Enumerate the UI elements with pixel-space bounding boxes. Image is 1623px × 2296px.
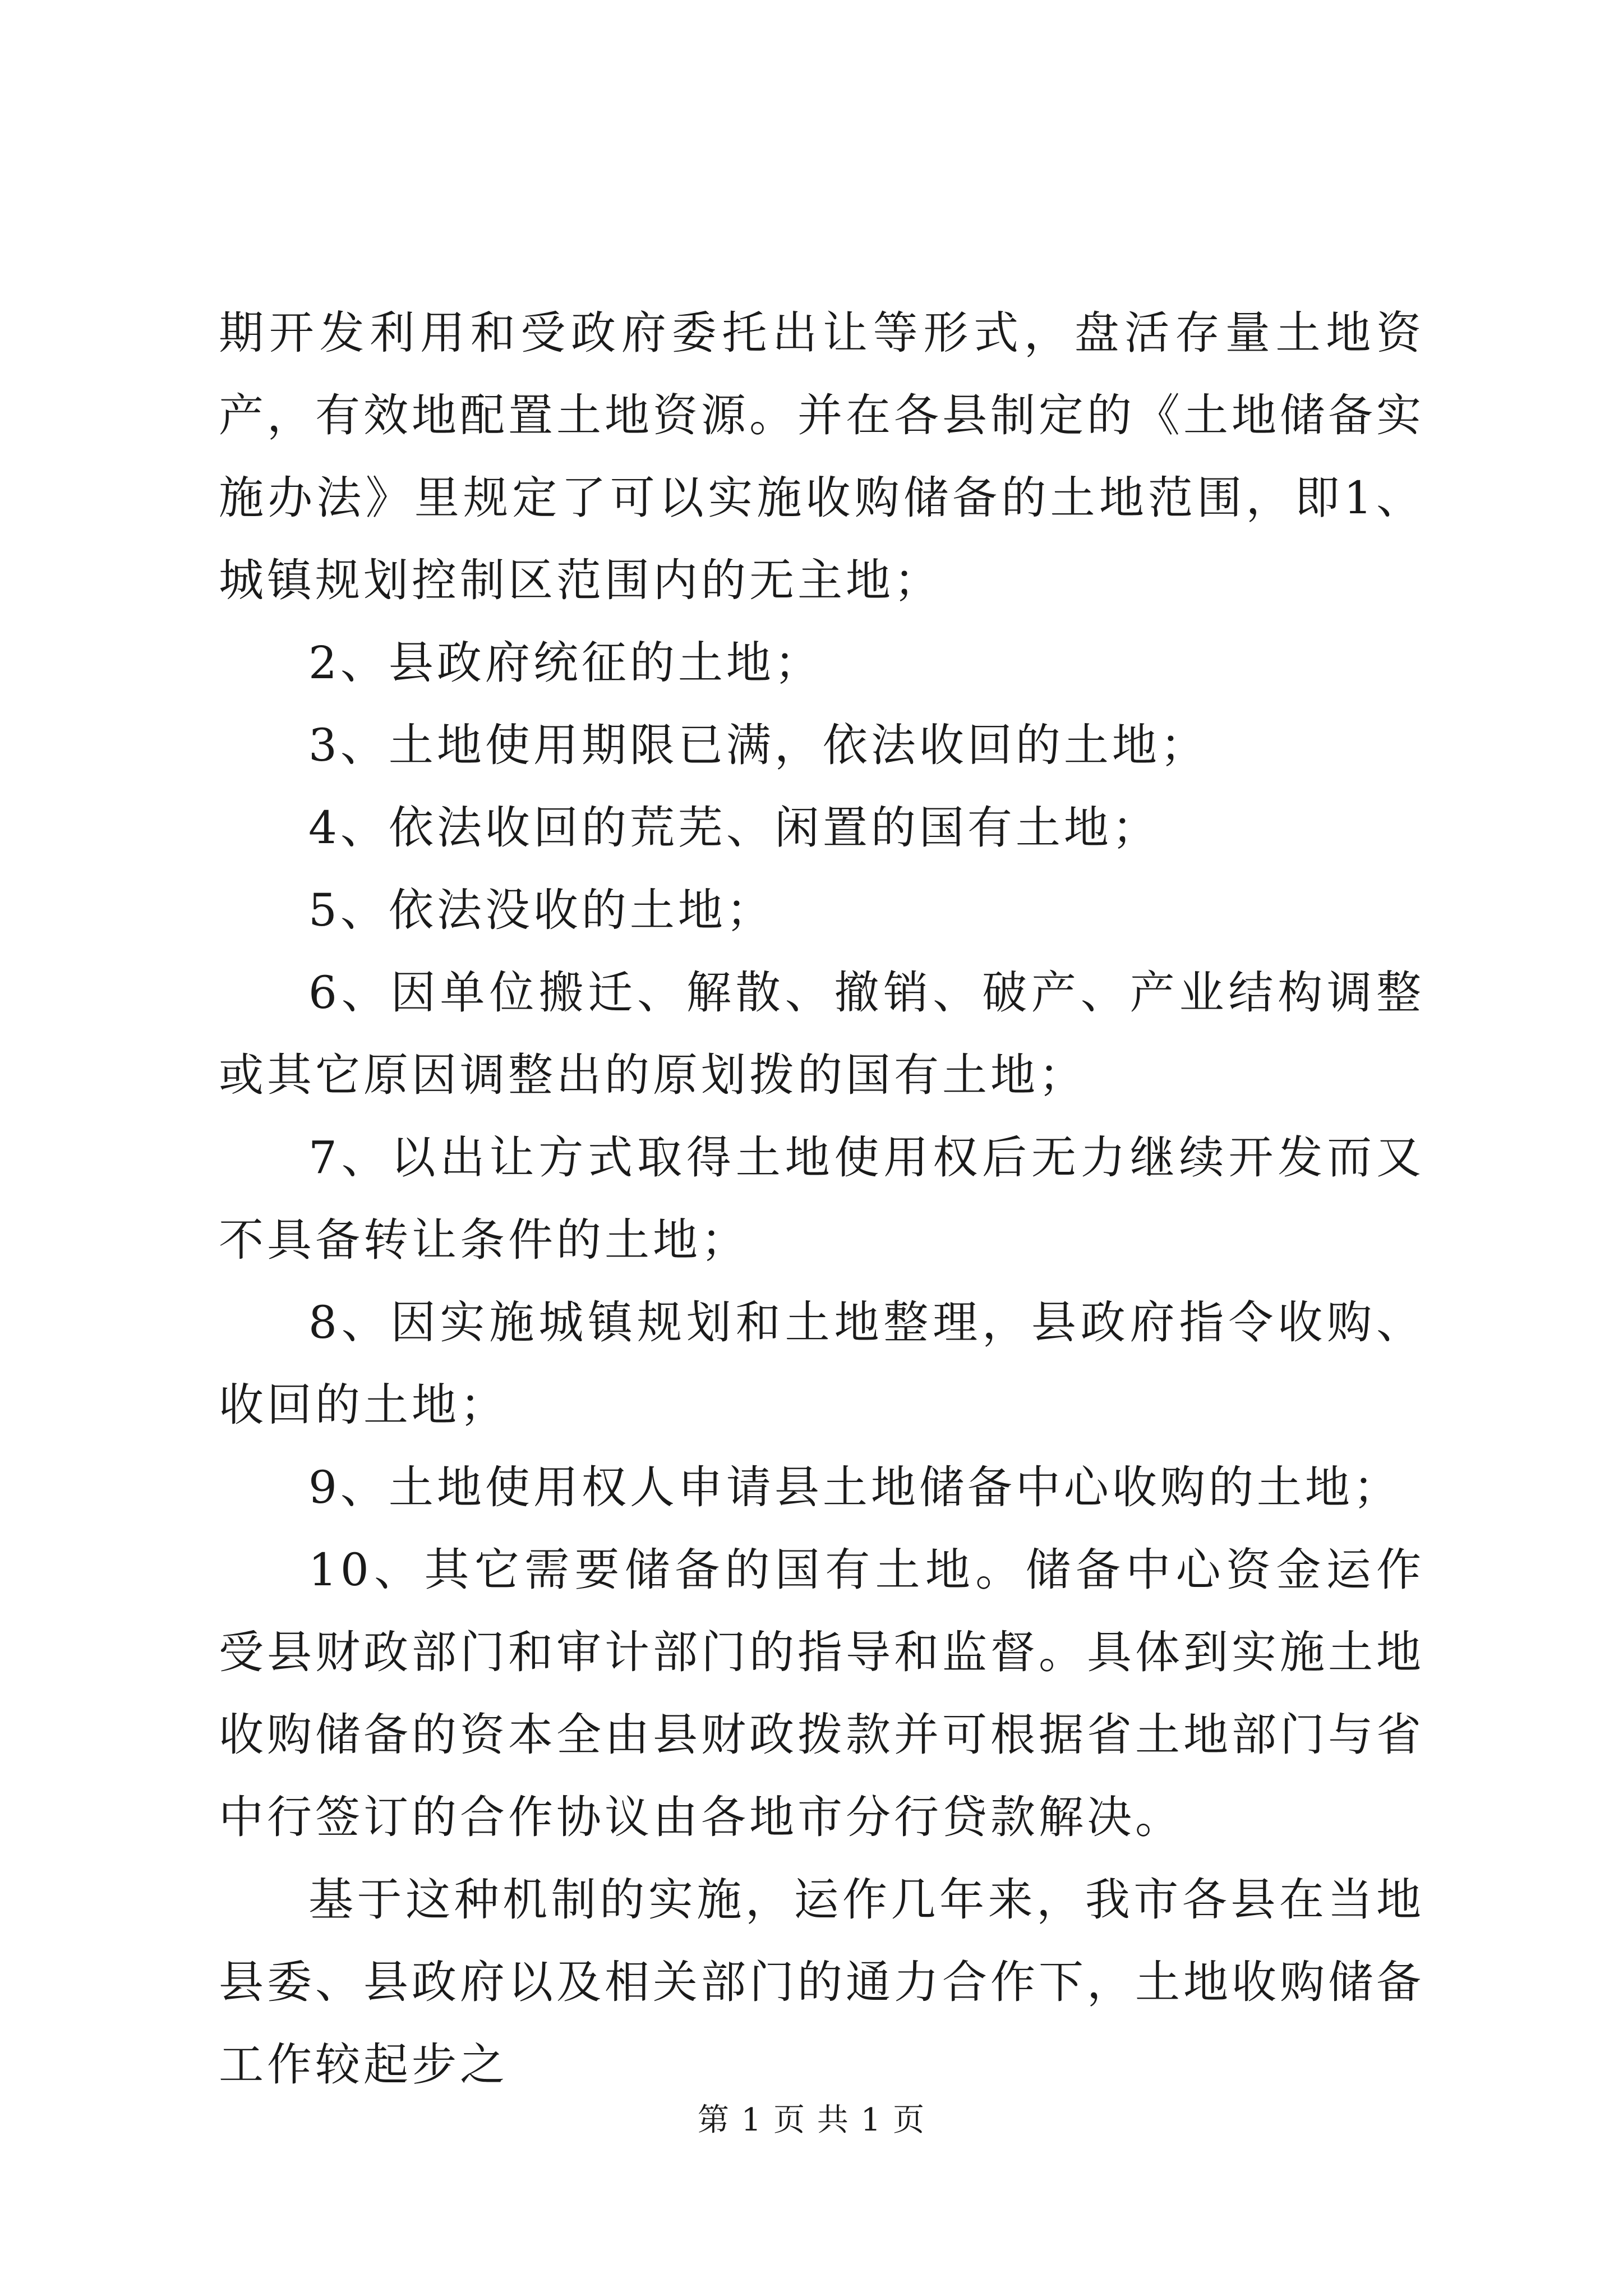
document-body [219,292,1424,2106]
paragraph-5: 5、依法没收的土地； [308,884,774,936]
paragraph-8: 8、因实施城镇规划和土地整理，县政府指令收购、收回的土地； [219,1296,1424,1431]
paragraph-2: 2、县政府统征的土地； [308,637,823,689]
paragraph-4: 4、依法收回的荒芜、闲置的国有土地； [308,802,1160,854]
paragraph-7: 7、以出让方式取得土地使用权后无力继续开发而又不具备转让条件的土地； [219,1131,1424,1266]
paragraph-3: 3、土地使用期限已满，依法收回的土地； [308,719,1209,771]
page-footer: 第 1 页 共 1 页 [697,2102,926,2138]
paragraph-10: 10、其它需要储备的国有土地。储备中心资金运作受县财政部门和审计部门的指导和监督。具体到实施土地收购储备的资本全由县财政拨款并可根据省土地部门与省中行签订的合作协议由各地市分行贷款解决。 [219,1544,1424,1843]
paragraph-9: 9、土地使用权人申请县土地储备中心收购的土地； [308,1461,1401,1513]
paragraph-1: 期开发利用和受政府委托出让等形式，盘活存量土地资产，有效地配置土地资源。并在各县制定的《土地储备实施办法》里规定了可以实施收购储备的土地范围，即1、城镇规划控制区范围内的无主地； [219,307,1424,606]
paragraph-6: 6、因单位搬迁、解散、撤销、破产、产业结构调整或其它原因调整出的原划拨的国有土地； [219,967,1424,1101]
paragraph-11: 基于这种机制的实施，运作几年来，我市各县在当地县委、县政府以及相关部门的通力合作下，土地收购储备工作较起步之 [219,1874,1424,2091]
